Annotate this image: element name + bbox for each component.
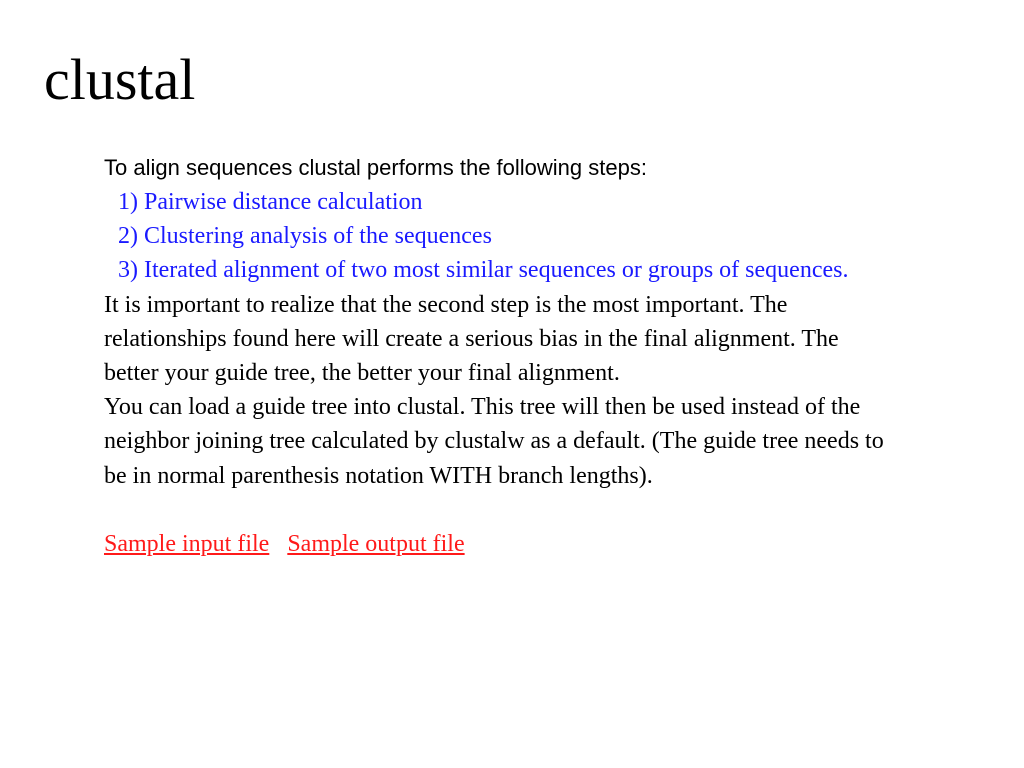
spacer [104, 493, 884, 527]
paragraph-guide-tree-importance: It is important to realize that the second step is the most important. The relationships found here will create a serious bias in the final alignment. The better your guide tree, the better your final alignment. [104, 291, 839, 387]
step-pairwise-distance: 1) Pairwise distance calculation [118, 189, 423, 215]
step-iterated-alignment: 3) Iterated alignment of two most similar sequences or groups of sequences. [118, 257, 849, 284]
sample-input-file-link[interactable]: Sample input file [104, 530, 270, 557]
slide-body [104, 151, 884, 561]
paragraph-load-guide-tree: You can load a guide tree into clustal. This tree will then be used instead of the neighbor joining tree calculated by clustalw as a default. (The guide tree needs to be in normal parenthesis notation WITH branch lengths). [104, 394, 884, 489]
sample-output-file-link[interactable]: Sample output file [287, 530, 465, 557]
slide-title: clustal [44, 47, 196, 112]
sample-links [104, 527, 884, 561]
intro-text: To align sequences clustal performs the following steps: [104, 155, 647, 180]
step-clustering-analysis: 2) Clustering analysis of the sequences [118, 223, 492, 250]
